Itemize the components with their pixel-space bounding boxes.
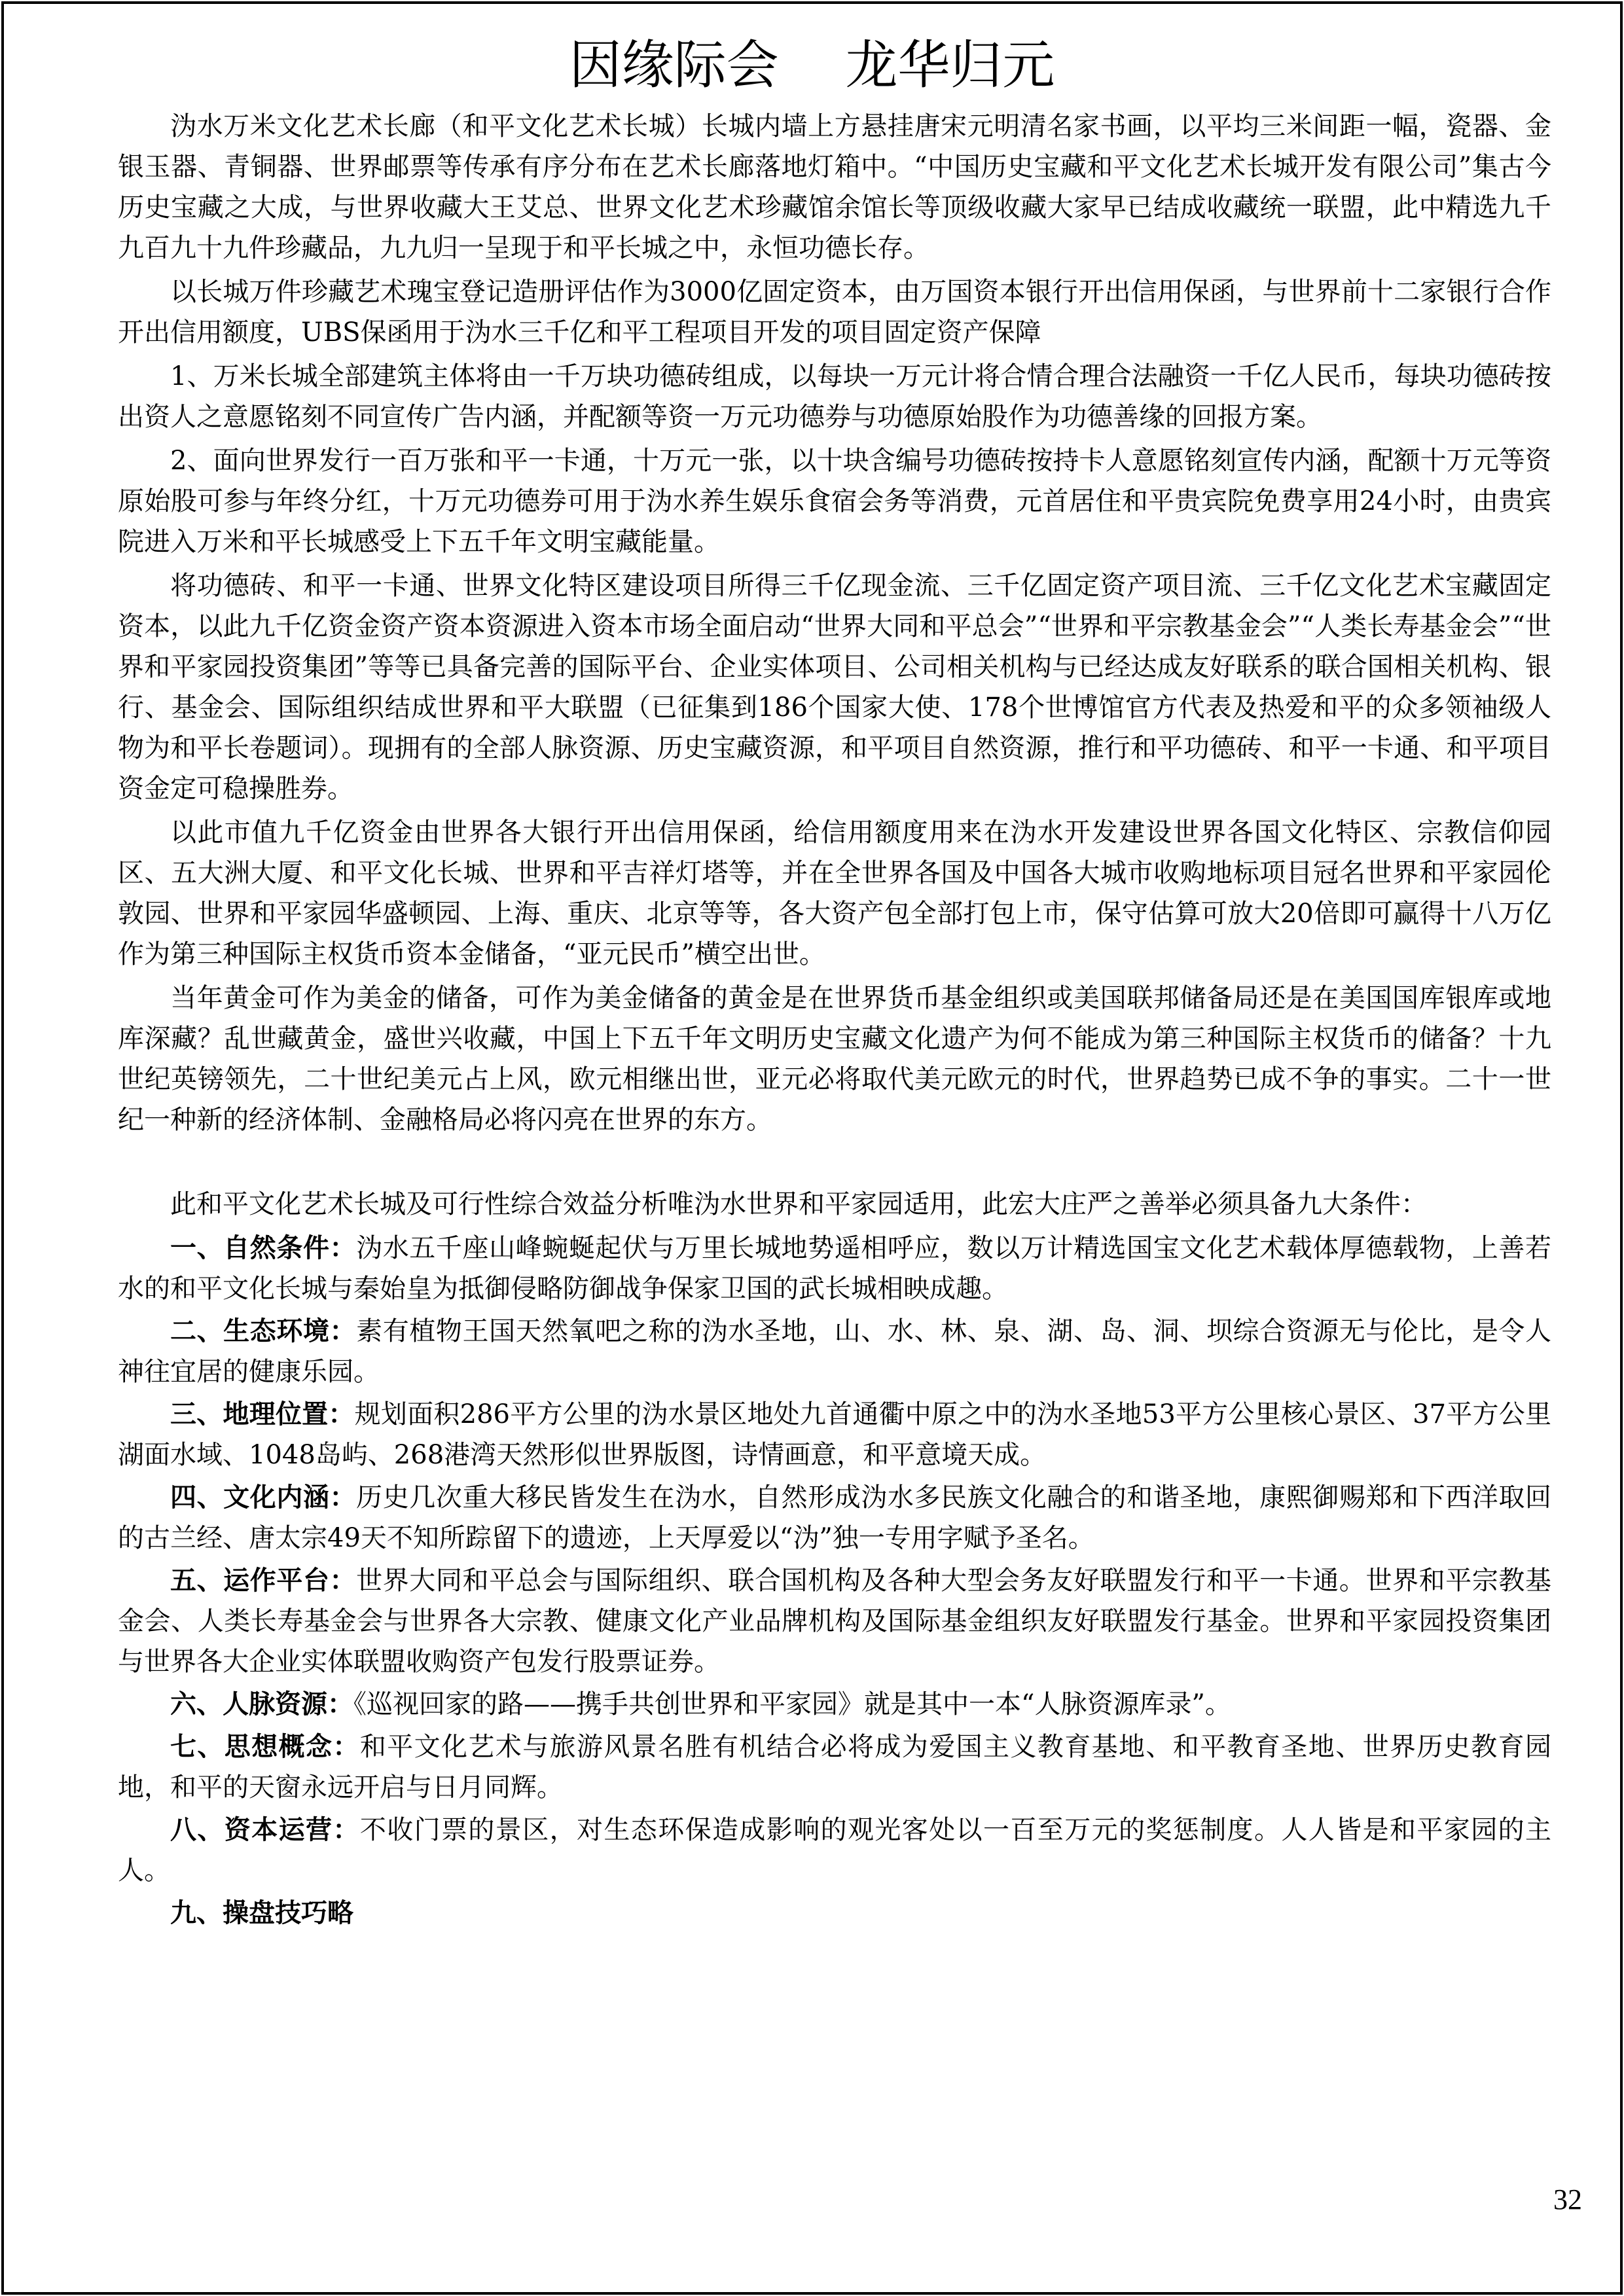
condition-label: 六、人脉资源： <box>170 1689 353 1719</box>
page-number: 32 <box>1553 2183 1582 2215</box>
condition-text: 历史几次重大移民皆发生在沩水，自然形成沩水多民族文化融合的和谐圣地，康熙御赐郑和下西洋取回的古兰经、唐太宗49天不知所踪留下的遗迹，上天厚爱以“沩”独一专用字赋予圣名。 <box>118 1482 1552 1553</box>
paragraph-4: 2、面向世界发行一百万张和平一卡通，十万元一张，以十块含编号功德砖按持卡人意愿铭刻宣传内涵，配额十万元等资原始股可参与年终分红，十万元功德券可用于沩水养生娱乐食宿会务等消费，元首居住和平贵宾院免费享用24小时，由贵宾院进入万米和平长城感受上下五千年文明宝藏能量。 <box>118 446 1551 557</box>
paragraph-3: 1、万米长城全部建筑主体将由一千万块功德砖组成，以每块一万元计将合情合理合法融资一千亿人民币，每块功德砖按出资人之意愿铭刻不同宣传广告内涵，并配额等资一万元功德券与功德原始股作为功德善缘的回报方案。 <box>118 361 1551 432</box>
condition-label: 四、文化内涵： <box>170 1482 357 1513</box>
condition-3 <box>118 1394 1551 1475</box>
page-title: 因缘际会 龙华归元 <box>569 35 1055 96</box>
condition-4 <box>118 1477 1551 1558</box>
paragraph-5: 将功德砖、和平一卡通、世界文化特区建设项目所得三千亿现金流、三千亿固定资产项目流、三千亿文化艺术宝藏固定资本，以此九千亿资金资产资本资源进入资本市场全面启动“世界大同和平总会”“世界和平宗教基金会”“人类长寿基金会”“世界和平家园投资集团”等等已具备完善的国际平台、企业实体项目、公司相关机构与已经达成友好联系的联合国相关机构、银行、基金会、国际组织结成世界和平大联盟（已征集到186个国家大使、178个世博馆官方代表及热爱和平的众多领袖级人物为和平长卷题词）。现拥有的全部人脉资源、历史宝藏资源，和平项目自然资源，推行和平功德砖、和平一卡通、和平项目资金定可稳操胜券。 <box>118 571 1551 804</box>
section-gap <box>118 1143 1551 1184</box>
condition-2 <box>118 1311 1551 1392</box>
condition-label: 二、生态环境： <box>170 1316 357 1346</box>
condition-text: 规划面积286平方公里的沩水景区地处九首通衢中原之中的沩水圣地53平方公里核心景区、37平方公里湖面水域、1048岛屿、268港湾天然形似世界版图，诗情画意，和平意境天成。 <box>118 1399 1552 1470</box>
condition-text: 不收门票的景区，对生态环保造成影响的观光客处以一百至万元的奖惩制度。人人皆是和平家园的主人。 <box>118 1815 1552 1886</box>
condition-label: 七、思想概念： <box>170 1732 360 1762</box>
condition-text: 沩水五千座山峰蜿蜒起伏与万里长城地势遥相呼应，数以万计精选国宝文化艺术载体厚德载物，上善若水的和平文化长城与秦始皇为抵御侵略防御战争保家卫国的武长城相映成趣。 <box>118 1233 1552 1304</box>
condition-9 <box>118 1893 1551 1933</box>
condition-text: 素有植物王国天然氧吧之称的沩水圣地，山、水、林、泉、湖、岛、洞、坝综合资源无与伦比，是令人神往宜居的健康乐园。 <box>118 1316 1552 1387</box>
condition-7 <box>118 1727 1551 1808</box>
condition-text: 《巡视回家的路——携手共创世界和平家园》就是其中一本“人脉资源库录”。 <box>353 1689 1231 1719</box>
condition-8 <box>118 1810 1551 1891</box>
condition-label: 八、资本运营： <box>170 1815 360 1845</box>
conditions-intro: 此和平文化艺术长城及可行性综合效益分析唯沩水世界和平家园适用，此宏大庄严之善举必须具备九大条件： <box>170 1189 1427 1219</box>
condition-text: 和平文化艺术与旅游风景名胜有机结合必将成为爱国主义教育基地、和平教育圣地、世界历史教育园地，和平的天窗永远开启与日月同辉。 <box>118 1732 1552 1803</box>
paragraph-7: 当年黄金可作为美金的储备，可作为美金储备的黄金是在世界货币基金组织或美国联邦储备局还是在美国国库银库或地库深藏？乱世藏黄金，盛世兴收藏，中国上下五千年文明历史宝藏文化遗产为何不能成为第三种国际主权货币的储备？十九世纪英镑领先，二十世纪美元占上风，欧元相继出世，亚元必将取代美元欧元的时代，世界趋势已成不争的事实。二十一世纪一种新的经济体制、金融格局必将闪亮在世界的东方。 <box>118 983 1551 1135</box>
paragraph-6: 以此市值九千亿资金由世界各大银行开出信用保函，给信用额度用来在沩水开发建设世界各国文化特区、宗教信仰园区、五大洲大厦、和平文化长城、世界和平吉祥灯塔等，并在全世界各国及中国各大城市收购地标项目冠名世界和平家园伦敦园、世界和平家园华盛顿园、上海、重庆、北京等等，各大资产包全部打包上市，保守估算可放大20倍即可赢得十八万亿作为第三种国际主权货币资本金储备，“亚元民币”横空出世。 <box>118 817 1551 969</box>
condition-label: 一、自然条件： <box>170 1233 357 1263</box>
paragraph-2: 以长城万件珍藏艺术瑰宝登记造册评估作为3000亿固定资本，由万国资本银行开出信用保函，与世界前十二家银行合作开出信用额度，UBS保函用于沩水三千亿和平工程项目开发的项目固定资产保障 <box>118 277 1551 348</box>
paragraph-1: 沩水万米文化艺术长廊（和平文化艺术长城）长城内墙上方悬挂唐宋元明清名家书画，以平均三米间距一幅，瓷器、金银玉器、青铜器、世界邮票等传承有序分布在艺术长廊落地灯箱中。“中国历史宝藏和平文化艺术长城开发有限公司”集古今历史宝藏之大成，与世界收藏大王艾总、世界文化艺术珍藏馆余馆长等顶级收藏大家早已结成收藏统一联盟，此中精选九千九百九十九件珍藏品，九九归一呈现于和平长城之中，永恒功德长存。 <box>118 111 1551 263</box>
condition-6 <box>118 1684 1551 1725</box>
condition-label: 三、地理位置： <box>170 1399 355 1429</box>
body-text <box>118 106 1551 1935</box>
condition-label: 九、操盘技巧略 <box>170 1898 353 1928</box>
condition-1 <box>118 1228 1551 1309</box>
condition-text: 世界大同和平总会与国际组织、联合国机构及各种大型会务友好联盟发行和平一卡通。世界和平宗教基金会、人类长寿基金会与世界各大宗教、健康文化产业品牌机构及国际基金组织友好联盟发行基金。世界和平家园投资集团与世界各大企业实体联盟收购资产包发行股票证券。 <box>118 1566 1552 1677</box>
condition-label: 五、运作平台： <box>170 1566 357 1596</box>
condition-5 <box>118 1560 1551 1682</box>
